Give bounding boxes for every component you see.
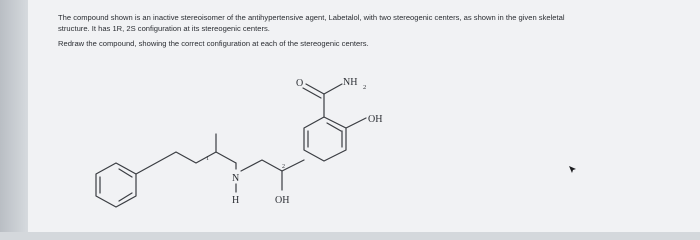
phenyl-ring: [96, 163, 136, 207]
amine-subscript: 2: [363, 84, 367, 91]
stereocenter-2-label: 2: [282, 164, 285, 170]
stereocenter-1-label: 1: [206, 156, 209, 162]
question-line-1: The compound shown is an inactive stereoisomer of the antihypertensive agent, Labetalol, with two stereogenic centers, as shown in the given skeletal: [58, 13, 565, 22]
nh-hydrogen-label: H: [232, 195, 240, 206]
alkyl-chain: [136, 152, 236, 174]
phenol-oh-label: OH: [368, 114, 383, 125]
amide-n-bond: [324, 84, 342, 94]
ring-oh-bond: [346, 118, 366, 128]
carbonyl-bond-a: [306, 84, 324, 94]
nitrogen-label: N: [232, 173, 240, 184]
carbonyl-bond-b: [303, 88, 321, 98]
benzene-ring: [304, 117, 346, 161]
amine-label: NH: [343, 77, 358, 88]
carbonyl-oxygen-label: O: [296, 78, 304, 89]
question-line-2: structure. It has 1R, 2S configuration at its stereogenic centers.: [58, 23, 270, 33]
mouse-cursor-icon: [568, 165, 578, 175]
c-ring-bond: [282, 160, 304, 171]
question-instruction: Redraw the compound, showing the correct configuration at each of the stereogenic centers.: [58, 39, 369, 48]
alcohol-oh-label: OH: [275, 195, 290, 206]
n-side-chain: [241, 160, 282, 171]
